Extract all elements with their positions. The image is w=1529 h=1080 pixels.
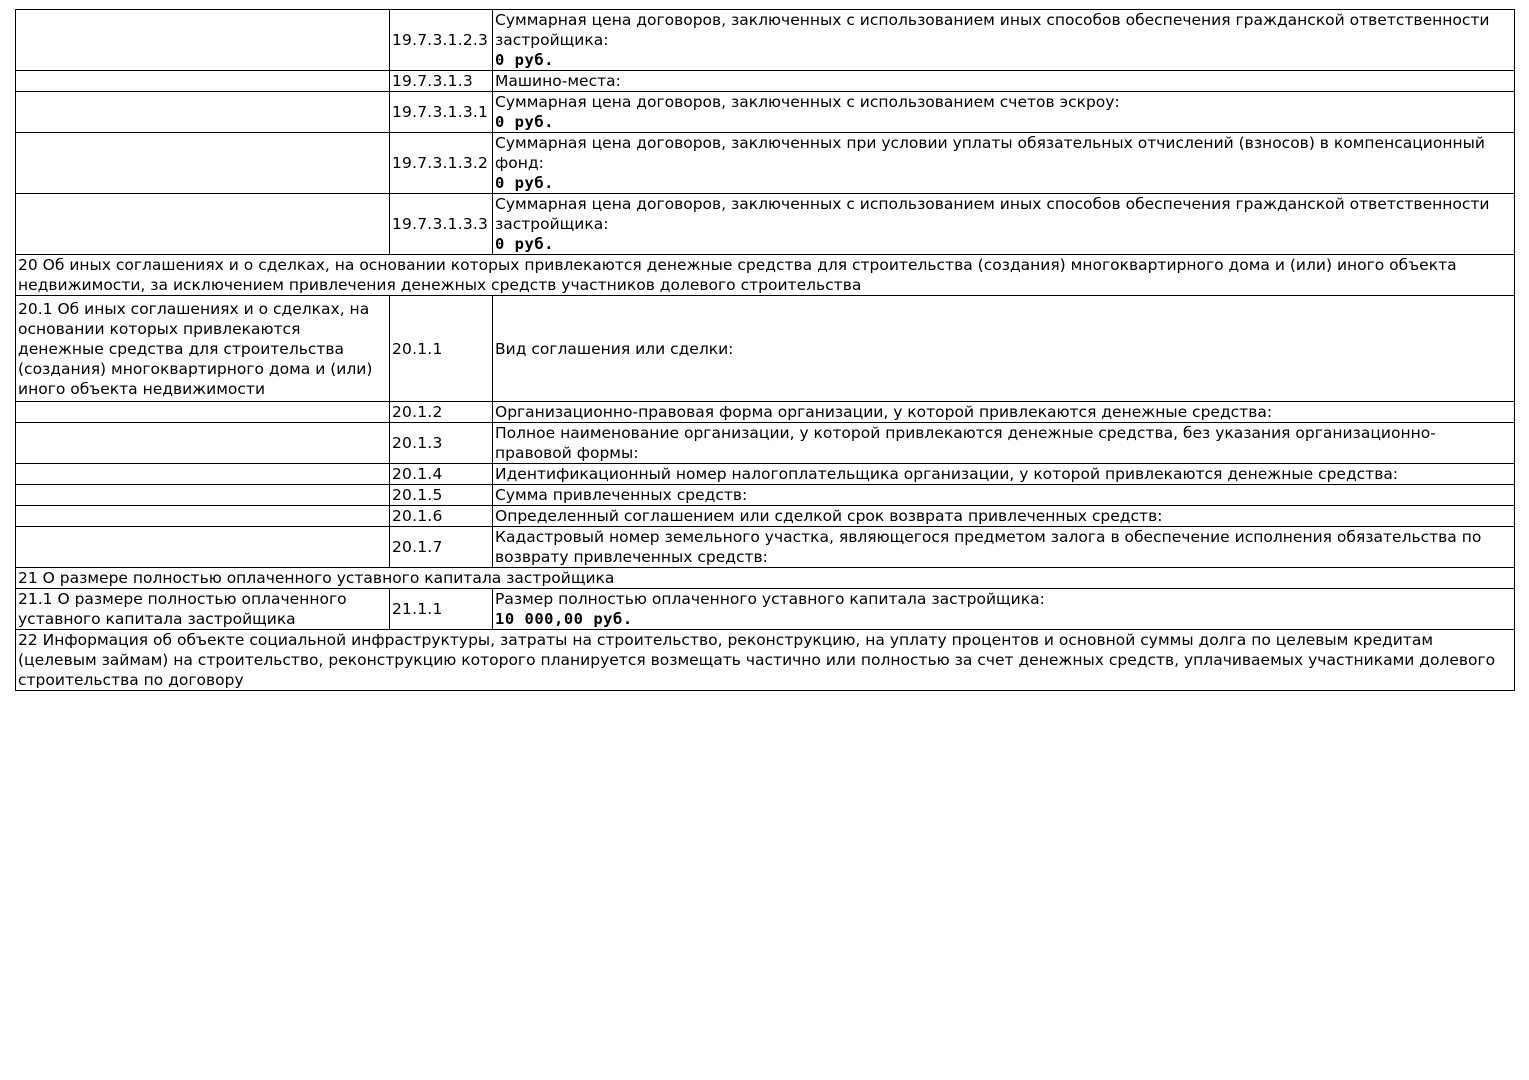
item-code: 20.1.6 [390,506,493,527]
subsection-title [16,423,390,464]
subsection-title [16,10,390,71]
item-code: 19.7.3.1.3 [390,71,493,92]
item-code: 20.1.1 [390,296,493,402]
item-code: 20.1.5 [390,485,493,506]
item-content [493,92,1515,133]
item-content [493,464,1515,485]
subsection-title [16,133,390,194]
item-content [493,296,1515,402]
table-row [16,402,1515,423]
item-content [493,506,1515,527]
item-content [493,194,1515,255]
declaration-table-body [16,10,1515,691]
item-label: Полное наименование организации, у которой привлекаются денежные средства, без указания организационно-правовой формы: [495,424,1436,462]
item-code: 19.7.3.1.3.2 [390,133,493,194]
table-row [16,92,1515,133]
item-content [493,485,1515,506]
section-header-row [16,255,1515,296]
table-row [16,423,1515,464]
item-content [493,10,1515,71]
item-code: 20.1.2 [390,402,493,423]
table-row [16,133,1515,194]
item-code: 20.1.4 [390,464,493,485]
item-value: 10 000,00 руб. [495,610,633,628]
item-label: Кадастровый номер земельного участка, являющегося предметом залога в обеспечение исполнения обязательства по возврату привлеченных средств: [495,528,1482,566]
item-code: 19.7.3.1.2.3 [390,10,493,71]
item-label: Суммарная цена договоров, заключенных с использованием иных способов обеспечения гражданской ответственности застройщика: [495,195,1490,233]
section-header-row [16,630,1515,691]
subsection-title [16,194,390,255]
subsection-title: 21.1 О размере полностью оплаченного уставного капитала застройщика [16,589,390,630]
subsection-title [16,485,390,506]
item-content [493,589,1515,630]
subsection-title [16,527,390,568]
item-content [493,133,1515,194]
subsection-title: 20.1 Об иных соглашениях и о сделках, на основании которых привлекаются денежные средства для строительства (создания) многоквартирного дома и (или) иного объекта недвижимости [16,296,390,402]
item-label: Вид соглашения или сделки: [495,339,734,358]
item-label: Идентификационный номер налогоплательщика организации, у которой привлекаются денежные средства: [495,465,1399,483]
item-code: 20.1.7 [390,527,493,568]
item-label: Организационно-правовая форма организации, у которой привлекаются денежные средства: [495,403,1273,421]
item-label: Размер полностью оплаченного уставного капитала застройщика: [495,590,1045,608]
section-title: 22 Информация об объекте социальной инфраструктуры, затраты на строительство, реконструкцию, на уплату процентов и основной суммы долга по целевым кредитам (целевым займам) на строительство, реконструкцию которого планируется возмещать частично или полностью за счет денежных средств, уплачиваемых участниками долевого строительства по договору [16,630,1515,691]
section-header-row [16,568,1515,589]
item-label: Машино-места: [495,72,621,90]
subsection-title [16,464,390,485]
section-title: 21 О размере полностью оплаченного уставного капитала застройщика [16,568,1515,589]
table-row [16,485,1515,506]
subsection-title [16,71,390,92]
table-row [16,194,1515,255]
table-row [16,464,1515,485]
item-label: Суммарная цена договоров, заключенных при условии уплаты обязательных отчислений (взносов) в компенсационный фонд: [495,134,1485,172]
item-content [493,71,1515,92]
declaration-table [15,9,1515,691]
item-value: 0 руб. [495,174,554,192]
table-row [16,296,1515,402]
table-row [16,506,1515,527]
item-content [493,423,1515,464]
item-label: Сумма привлеченных средств: [495,486,748,504]
item-label: Суммарная цена договоров, заключенных с использованием иных способов обеспечения гражданской ответственности застройщика: [495,11,1490,49]
item-value: 0 руб. [495,51,554,69]
table-row [16,10,1515,71]
subsection-title [16,506,390,527]
item-code: 21.1.1 [390,589,493,630]
item-code: 19.7.3.1.3.3 [390,194,493,255]
item-label: Определенный соглашением или сделкой срок возврата привлеченных средств: [495,507,1163,525]
item-content [493,527,1515,568]
table-row [16,71,1515,92]
item-value: 0 руб. [495,113,554,131]
section-title: 20 Об иных соглашениях и о сделках, на основании которых привлекаются денежные средства для строительства (создания) многоквартирного дома и (или) иного объекта недвижимости, за исключением привлечения денежных средств участников долевого строительства [16,255,1515,296]
table-row [16,589,1515,630]
item-content [493,402,1515,423]
subsection-title [16,92,390,133]
table-row [16,527,1515,568]
subsection-title [16,402,390,423]
item-code: 19.7.3.1.3.1 [390,92,493,133]
item-value: 0 руб. [495,235,554,253]
item-code: 20.1.3 [390,423,493,464]
item-label: Суммарная цена договоров, заключенных с использованием счетов эскроу: [495,93,1120,111]
